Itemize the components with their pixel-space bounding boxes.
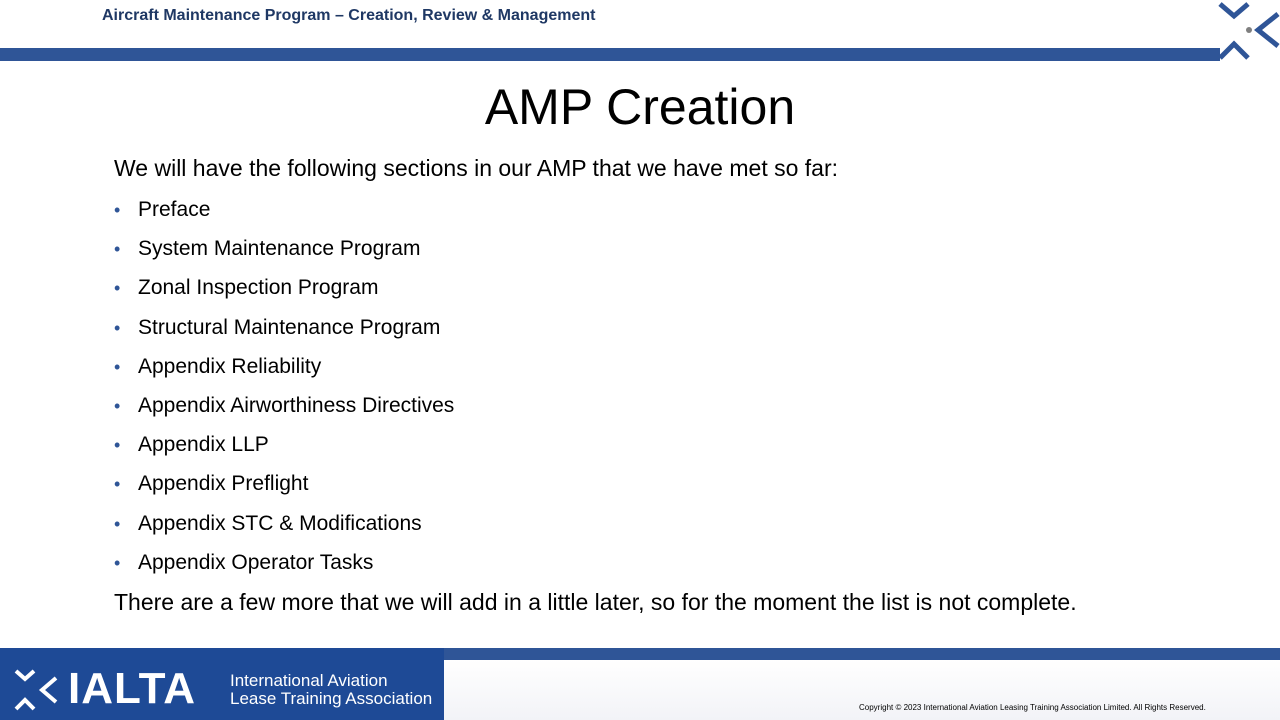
list-item [114,430,454,469]
list-item-label: Zonal Inspection Program [138,276,379,300]
list-item-label: Appendix Reliability [138,354,322,378]
bullet-icon: • [114,200,121,220]
intro-text: We will have the following sections in our AMP that we have met so far: [114,155,839,181]
list-item [114,273,454,312]
list-item-label: Appendix Operator Tasks [138,550,374,574]
list-item [114,548,454,587]
copyright-text: Copyright © 2023 International Aviation Leasing Training Association Limited. All Rights Reserved. [859,703,1206,712]
list-item [114,352,454,391]
footer-org-name [230,672,432,708]
bullet-icon: • [114,317,121,338]
list-item-label: Appendix LLP [138,433,269,457]
header-bar [0,48,1220,61]
ialta-footer-logo-icon [14,668,58,712]
footer-acronym: IALTA [68,664,196,713]
list-item-label: System Maintenance Program [138,237,421,261]
list-item [114,469,454,508]
list-item-label: Preface [138,198,211,221]
section-list [114,195,454,587]
ialta-logo-icon [1218,0,1280,62]
bullet-icon: • [114,278,121,299]
list-item-label: Appendix Preflight [138,472,309,496]
list-item [114,391,454,430]
list-item-label: Appendix STC & Modifications [138,511,422,535]
bullet-icon: • [114,239,121,260]
bullet-icon: • [114,435,121,456]
list-item [114,195,454,234]
footer-org-line2: Lease Training Association [230,689,433,708]
bullet-icon: • [114,552,121,573]
bullet-icon: • [114,395,121,416]
bullet-icon: • [114,474,121,495]
footer-bar [444,648,1280,660]
bullet-icon: • [114,513,121,534]
list-item-label: Structural Maintenance Program [138,315,441,339]
list-item [114,234,454,273]
bullet-icon: • [114,356,121,377]
list-item [114,509,454,548]
slide-title: AMP Creation [484,79,796,135]
footer-org-line1: International Aviation [230,671,388,690]
list-item-label: Appendix Airworthiness Directives [138,393,455,417]
header-title: Aircraft Maintenance Program – Creation, Review & Management [102,7,596,24]
list-item [114,313,454,352]
outro-text: There are a few more that we will add in a little later, so for the moment the list is not complete. [114,589,1077,615]
